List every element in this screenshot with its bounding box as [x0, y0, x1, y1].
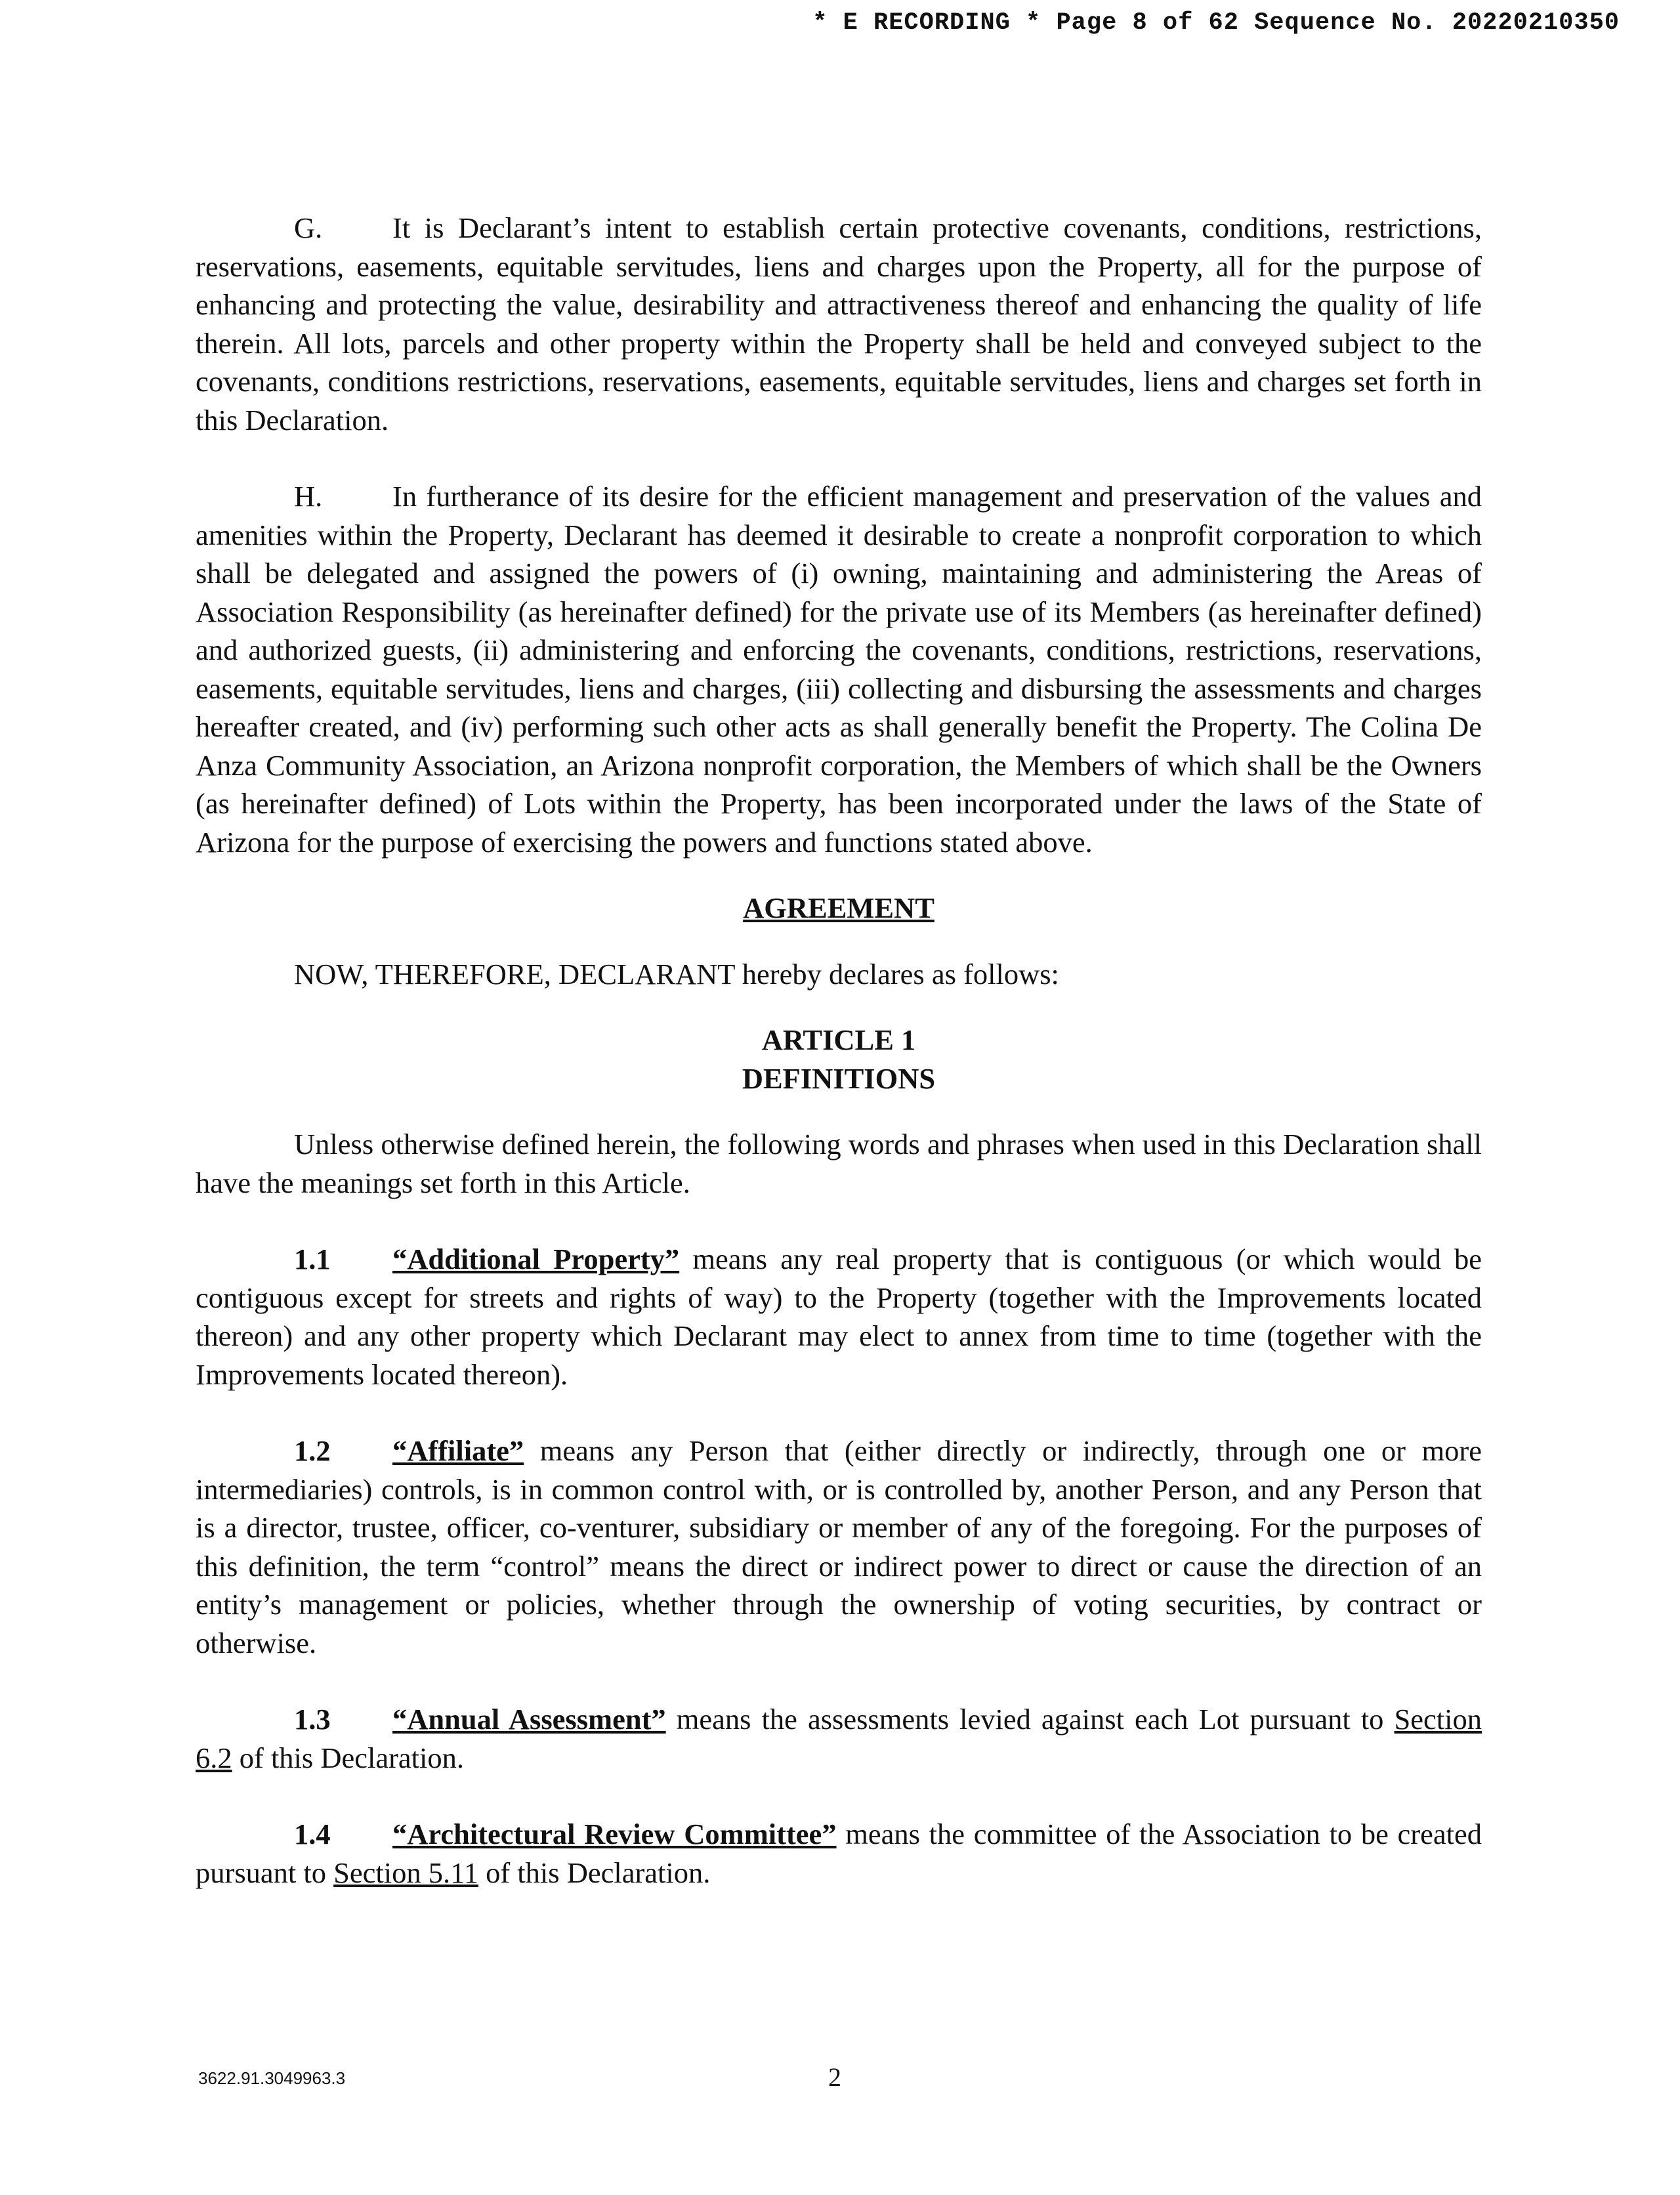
recital-h-text: In furtherance of its desire for the efficient management and preservation of the values and amenities within the Property, Declarant has deemed it desirable to create a nonprofit corporation to which shall be delegated and assigned the powers of (i) owning, maintaining and administering the Areas of Association Responsibility (as hereinafter defined) for the private use of its Members (as hereinafter defined) and authorized guests, (ii) administering and enforcing the covenants, conditions, restrictions, reservations, easements, equitable servitudes, liens and charges, (iii) collecting and disbursing the assessments and charges hereafter created, and (iv) performing such other acts as shall generally benefit the Property. The Colina De Anza Community Association, an Arizona nonprofit corporation, the Members of which shall be the Owners (as hereinafter defined) of Lots within the Property, has been incorporated under the laws of the State of Arizona for the purpose of exercising the powers and functions stated above.: [196, 480, 1482, 859]
document-id: 3622.91.3049963.3: [198, 2068, 346, 2088]
definition-tail: of this Declaration.: [478, 1856, 711, 1889]
recital-h: [196, 477, 1482, 861]
definition-number: 1.3: [294, 1703, 331, 1736]
definition-number: 1.1: [294, 1243, 331, 1275]
section-reference: Section 5.11: [333, 1856, 478, 1889]
article-intro: [196, 1125, 1482, 1202]
recital-g-label: G.: [294, 211, 323, 244]
agreement-text: [196, 955, 1482, 994]
agreement-heading: AGREEMENT: [743, 891, 934, 924]
article-title: DEFINITIONS: [742, 1061, 936, 1095]
article-number: ARTICLE 1: [761, 1023, 916, 1056]
agreement-statement: NOW, THEREFORE, DECLARANT hereby declares as follows:: [294, 957, 1059, 991]
article-intro-text: Unless otherwise defined herein, the following words and phrases when used in this Declaration shall have the meanings set forth in this Article.: [196, 1128, 1482, 1199]
definition-number: 1.4: [294, 1818, 331, 1850]
definition-1-1: [196, 1240, 1482, 1394]
document-body: [196, 209, 1482, 1892]
definition-text: means any Person that (either directly or indirectly, through one or more intermediaries) controls, is in common control with, or is controlled by, another Person, and any Person that is a director, trustee, officer, co-venturer, subsidiary or member of any of the foregoing. For the purposes of this definition, the term “control” means the direct or indirect power to direct or cause the direction of an entity’s management or policies, whether through the ownership of voting securities, by contract or otherwise.: [196, 1434, 1482, 1659]
definition-1-4: [196, 1815, 1482, 1892]
recording-header: * E RECORDING * Page 8 of 62 Sequence No. 20220210350: [812, 9, 1620, 37]
definition-term: “Architectural Review Committee”: [392, 1818, 837, 1850]
definition-1-3: [196, 1700, 1482, 1777]
recital-g-text: It is Declarant’s intent to establish certain protective covenants, conditions, restrictions, reservations, easements, equitable servitudes, liens and charges upon the Property, all for the purpose of enhancing and protecting the value, desirability and attractiveness thereof and enhancing the quality of life therein. All lots, parcels and other property within the Property shall be held and conveyed subject to the covenants, conditions restrictions, reservations, easements, equitable servitudes, liens and charges set forth in this Declaration.: [196, 211, 1482, 437]
recital-h-label: H.: [294, 480, 323, 513]
section-reference: Section 6.2: [196, 1703, 1482, 1774]
definition-term: “Affiliate”: [392, 1434, 524, 1467]
definition-text: means the committee of the Association to be created pursuant to: [196, 1818, 1482, 1889]
definition-tail: of this Declaration.: [232, 1741, 465, 1774]
definition-text: means any real property that is contiguous (or which would be contiguous except for streets and rights of way) to the Property (together with the Improvements located thereon) and any other property which Declarant may elect to annex from time to time (together with the Improvements located thereon).: [196, 1243, 1482, 1391]
definition-term: “Additional Property”: [392, 1243, 680, 1275]
definition-term: “Annual Assessment”: [392, 1703, 666, 1736]
definition-1-2: [196, 1432, 1482, 1662]
page-number: 2: [828, 2062, 841, 2092]
definition-number: 1.2: [294, 1434, 331, 1467]
recital-g: [196, 209, 1482, 439]
definition-text: means the assessments levied against each Lot pursuant to: [665, 1703, 1395, 1736]
